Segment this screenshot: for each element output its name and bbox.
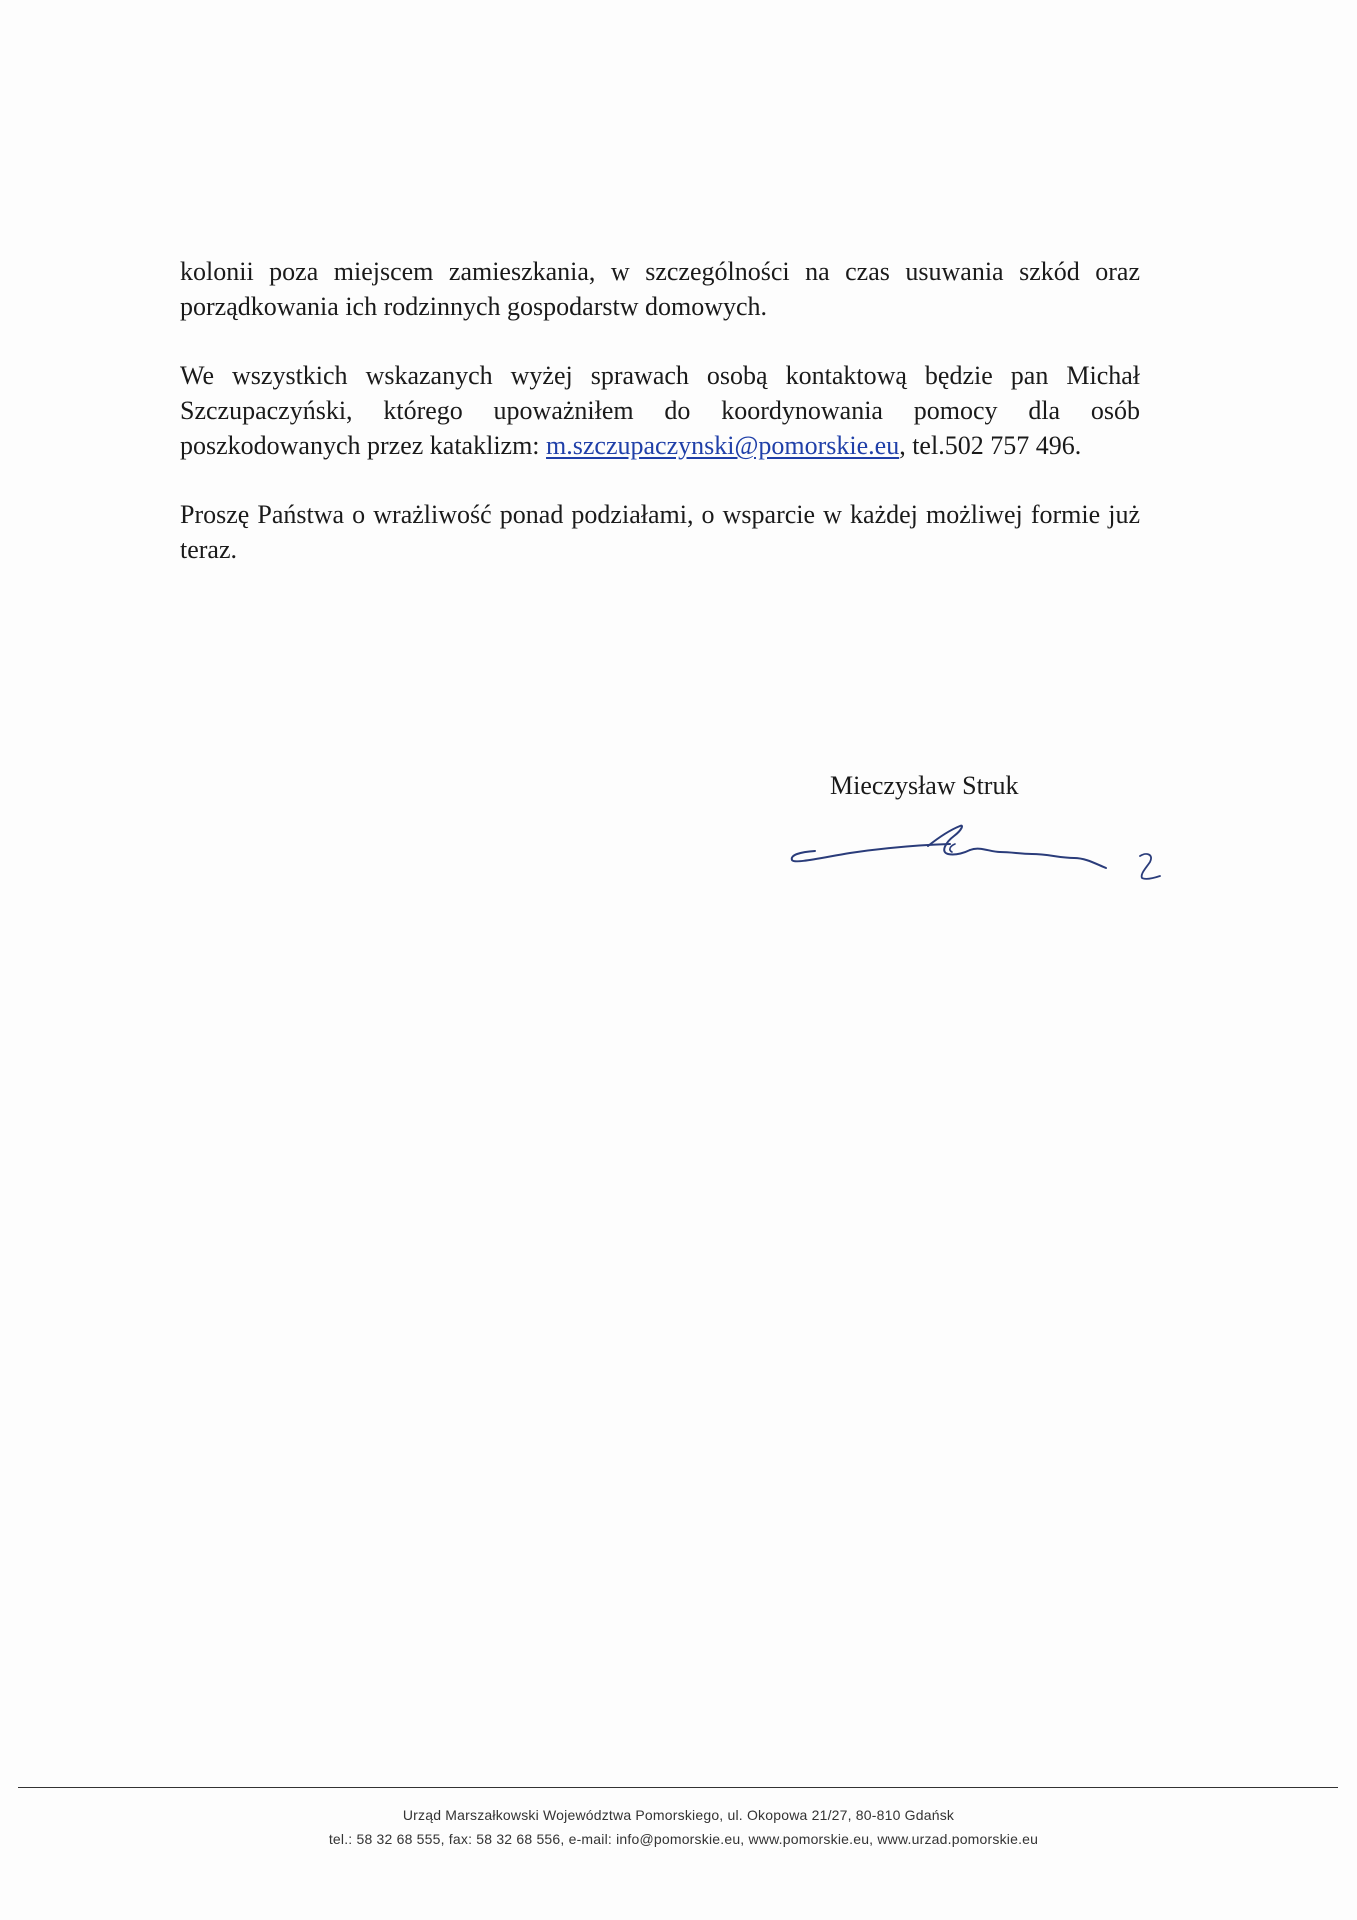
footer (0, 1803, 1357, 1851)
paragraph-appeal: Proszę Państwa o wrażliwość ponad podziałami, o wsparcie w każdej możliwej formie już teraz. (180, 500, 1140, 564)
contact-phone-text: , tel.502 757 496. (899, 431, 1082, 460)
contact-email-link[interactable]: m.szczupaczynski@pomorskie.eu (546, 431, 900, 460)
footer-contacts: tel.: 58 32 68 555, fax: 58 32 68 556, e-mail: info@pomorskie.eu, www.pomorskie.eu, www.urzad.pomorskie.eu (328, 1831, 1039, 1847)
footer-divider (18, 1787, 1338, 1788)
paragraph-contact-text: We wszystkich wskazanych wyżej sprawach osobą kontaktową będzie pan Michał Szczupaczyński, którego upoważniłem do koordynowania pomocy dla osób poszkodowanych przez kataklizm: (180, 361, 1140, 460)
handwritten-signature (780, 808, 1170, 898)
signatory-name: Mieczysław Struk (830, 771, 1019, 800)
paragraph-contact-person (180, 358, 1140, 463)
footer-address: Urząd Marszałkowski Województwa Pomorskiego, ul. Okopowa 21/27, 80-810 Gdańsk (402, 1807, 955, 1823)
letter-body (180, 254, 1140, 567)
paragraph-relief-households: kolonii poza miejscem zamieszkania, w szczególności na czas usuwania szkód oraz porządkowania ich rodzinnych gospodarstw domowych. (180, 257, 1140, 321)
